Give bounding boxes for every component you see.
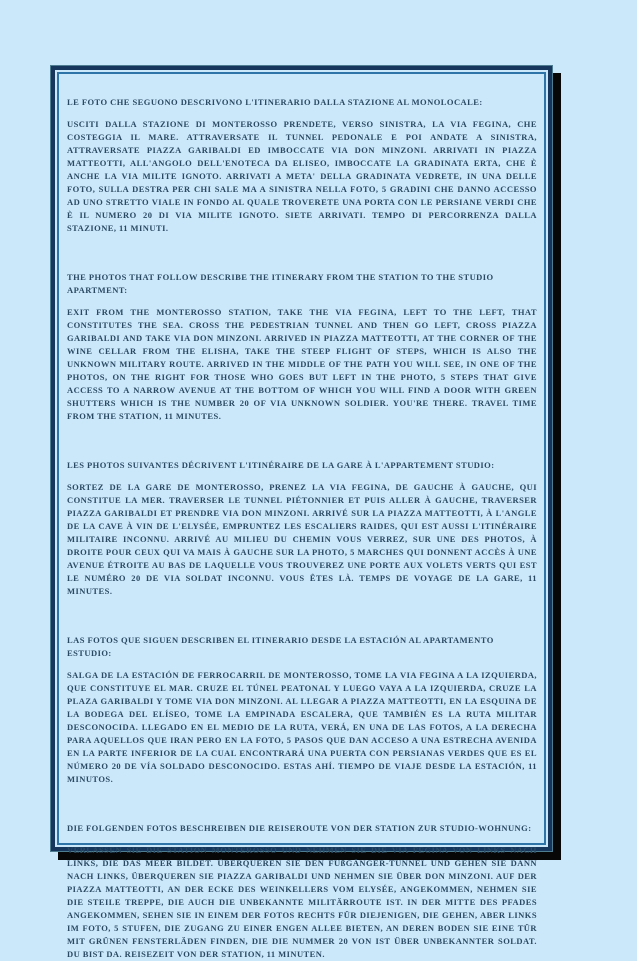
section-english <box>67 271 537 423</box>
heading-italian: LE FOTO CHE SEGUONO DESCRIVONO L'ITINERARIO DALLA STAZIONE AL MONOLOCALE: <box>67 97 483 107</box>
paragraph-italian: USCITI DALLA STAZIONE DI MONTEROSSO PRENDETE, VERSO SINISTRA, LA VIA FEGINA, CHE COSTEGGIA IL MARE. ATTRAVERSATE IL TUNNEL PEDONALE E POI ANDATE A SINISTRA, ATTRAVERSATE PIAZZA GARIBALDI ED IMBOCCATE VIA DON MINZONI. ARRIVATI IN PIAZZA MATTEOTTI, ALL'ANGOLO DELL'ENOTECA DA ELISEO, IMBOCCATE LA GRADINATA ERTA, CHE È ANCHE LA VIA MILITE IGNOTO. ARRIVATI A META' DELLA GRADINATA VEDRETE, IN UNA DELLE FOTO, SULLA DESTRA PER CHI SALE MA A SINISTRA NELLA FOTO, 5 GRADINI CHE DANNO ACCESSO AD UNO STRETTO VIALE IN FONDO AL QUALE TROVERETE UNA PORTA CON LE PERSIANE VERDI CHE È IL NUMERO 20 DI VIA MILITE IGNOTO. SIETE ARRIVATI. TEMPO DI PERCORRENZA DALLA STAZIONE, 11 MINUTI. <box>67 119 537 233</box>
frame-navy-border <box>51 66 552 959</box>
heading-french: LES PHOTOS SUIVANTES DÉCRIVENT L'ITINÉRAIRE DE LA GARE À L'APPARTEMENT STUDIO: <box>67 460 495 470</box>
page-border-frame <box>50 65 553 959</box>
paragraph-german: VERLASSEN SIE DIE STATION MONTEROSSO UND NEHMEN SIE DIE VIA FEGINA VON LINKS NACH LINKS, DIE DAS MEER BILDET. ÜBERQUEREN SIE DEN FUßGÄNGER-TUNNEL UND GEHEN SIE DANN NACH LINKS, ÜBERQUEREN SIE PIAZZA GARIBALDI UND NEHMEN SIE ÜBER DON MINZONI. AUF DER PIAZZA MATTEOTTI, AN DER ECKE DES WEINKELLERS VOM ELYSÉE, ANGEKOMMEN, NEHMEN SIE DIE STEILE TREPPE, DIE AUCH DIE UNBEKANNTE MILITÄRROUTE IST. IN DER MITTE DES PFADES ANGEKOMMEN, SEHEN SIE IN EINEM DER FOTOS RECHTS FÜR DIEJENIGEN, DIE GEHEN, ABER LINKS IM FOTO, 5 STUFEN, DIE ZUGANG ZU EINER ENGEN ALLEE BIETEN, AN DEREN BODEN SIE EINE TÜR MIT GRÜNEN FENSTERLÄDEN FINDEN, DIE DIE NUMMER 20 VON IST ÜBER UNBEKANNTER SOLDAT. DU BIST DA. REISEZEIT VON DER STATION, 11 MINUTEN. <box>67 845 537 959</box>
section-french <box>67 459 537 598</box>
section-german <box>67 822 537 961</box>
heading-german: DIE FOLGENDEN FOTOS BESCHREIBEN DIE REISEROUTE VON DER STATION ZUR STUDIO-WOHNUNG: <box>67 823 532 833</box>
heading-spanish: LAS FOTOS QUE SIGUEN DESCRIBEN EL ITINERARIO DESDE LA ESTACIÓN AL APARTAMENTO ESTUDIO: <box>67 635 494 658</box>
paragraph-english: EXIT FROM THE MONTEROSSO STATION, TAKE THE VIA FEGINA, LEFT TO THE LEFT, THAT CONSTITUTES THE SEA. CROSS THE PEDESTRIAN TUNNEL AND THEN GO LEFT, CROSS PIAZZA GARIBALDI AND TAKE VIA DON MINZONI. ARRIVED IN PIAZZA MATTEOTTI, AT THE CORNER OF THE WINE CELLAR FROM THE ELISHA, TAKE THE STEEP FLIGHT OF STEPS, WHICH IS ALSO THE UNKNOWN MILITARY ROUTE. ARRIVED IN THE MIDDLE OF THE PATH YOU WILL SEE, IN ONE OF THE PHOTOS, ON THE RIGHT FOR THOSE WHO GOES BUT LEFT IN THE PHOTO, 5 STEPS THAT GIVE ACCESS TO A NARROW AVENUE AT THE BOTTOM OF WHICH YOU WILL FIND A DOOR WITH GREEN SHUTTERS WHICH IS THE NUMBER 20 OF VIA UNKNOWN SOLDIER. YOU'RE THERE. TRAVEL TIME FROM THE STATION, 11 MINUTES. <box>67 307 537 421</box>
paragraph-spanish: SALGA DE LA ESTACIÓN DE FERROCARRIL DE MONTEROSSO, TOME LA VIA FEGINA A LA IZQUIERDA, QUE CONSTITUYE EL MAR. CRUZE EL TÚNEL PEATONAL Y LUEGO VAYA A LA IZQUIERDA, CRUZE LA PLAZA GARIBALDI Y TOME VIA DON MINZONI. AL LLEGAR A PIAZZA MATTEOTTI, EN LA ESQUINA DE LA BODEGA DEL ELÍSEO, TOME LA EMPINADA ESCALERA, QUE TAMBIÉN ES LA RUTA MILITAR DESCONOCIDA. LLEGADO EN EL MEDIO DE LA RUTA, VERÁ, EN UNA DE LAS FOTOS, A LA DERECHA PARA AQUELLOS QUE IRAN PERO EN LA FOTO, 5 PASOS QUE DAN ACCESO A UNA ESTRECHA AVENIDA EN LA PARTE INFERIOR DE LA CUAL ENCONTRARÁ UNA PUERTA CON PERSIANAS VERDES QUE ES EL NÚMERO 20 DE VÍA SOLDADO DESCONOCIDO. ESTAS AHÍ. TIEMPO DE VIAJE DESDE LA ESTACIÓN, 11 MINUTOS. <box>67 670 537 784</box>
section-spanish <box>67 634 537 786</box>
document-content-area <box>57 72 546 959</box>
paragraph-french: SORTEZ DE LA GARE DE MONTEROSSO, PRENEZ LA VIA FEGINA, DE GAUCHE À GAUCHE, QUI CONSTITUE LA MER. TRAVERSER LE TUNNEL PIÉTONNIER ET PUIS ALLER À GAUCHE, TRAVERSER PIAZZA GARIBALDI ET PRENDRE VIA DON MINZONI. ARRIVÉ SUR LA PIAZZA MATTEOTTI, À L'ANGLE DE LA CAVE À VIN DE L'ELYSÉE, EMPRUNTEZ LES ESCALIERS RAIDES, QUI EST AUSSI L'ITINÉRAIRE MILITAIRE INCONNU. ARRIVÉ AU MILIEU DU CHEMIN VOUS VERREZ, SUR UNE DES PHOTOS, À DROITE POUR CEUX QUI VA MAIS À GAUCHE SUR LA PHOTO, 5 MARCHES QUI DONNENT ACCÈS À UNE AVENUE ÉTROITE AU BAS DE LAQUELLE VOUS TROUVEREZ UNE PORTE AUX VOLETS VERTS QUI EST LE NUMÉRO 20 DE VIA SOLDAT INCONNU. VOUS ÊTES LÀ. TEMPS DE VOYAGE DE LA GARE, 11 MINUTES. <box>67 482 537 596</box>
heading-english: THE PHOTOS THAT FOLLOW DESCRIBE THE ITINERARY FROM THE STATION TO THE STUDIO APARTMENT: <box>67 272 494 295</box>
section-italian <box>67 96 537 235</box>
